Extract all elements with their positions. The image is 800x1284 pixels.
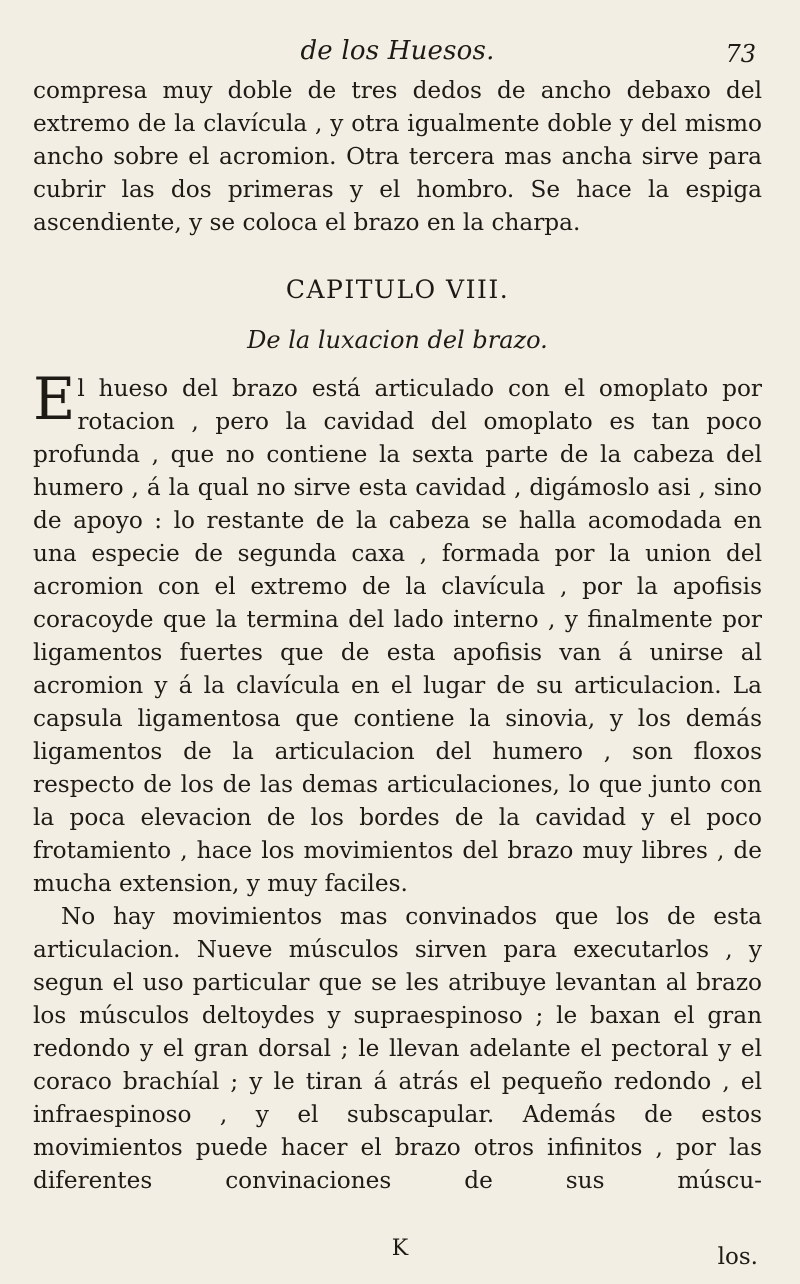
running-title: de los Huesos. [300, 36, 495, 66]
drop-cap-initial: E [33, 365, 76, 433]
paragraph-2: No hay movimientos mas convinados que los de esta articulacion. Nueve músculos sirven para executarlos , y segun el uso particular que se les atribuye levantan al brazo los músculos deltoydes y supraespinoso ; le baxan el gran redondo y el gran dorsal ; le llevan adelante el pectoral y el coraco brachíal ; y le tiran á atrás el pequeño redondo , el infraespinoso , y el subscapular. Además de estos movimientos puede hacer el brazo otros infinitos , por las diferentes convinaciones de sus múscu- [33, 903, 762, 1194]
page-number: 73 [725, 40, 756, 68]
catchword: los. [717, 1244, 758, 1270]
paragraph-1 [33, 365, 762, 900]
chapter-heading: CAPITULO VIII. [285, 275, 510, 304]
paragraph-1-text: l hueso del brazo está articulado con el omoplato por rotacion , pero la cavidad del omoplato es tan poco profunda , que no contiene la sexta parte de la cabeza del humero , á la qual no sirve esta cavidad , digámoslo asi , sino de apoyo : lo restante de la cabeza se halla acomodada en una especie de segunda caxa , formada por la union del acromion con el extremo de la clavícula , por la apofisis coracoyde que la termina del lado interno , y finalmente por ligamentos fuertes que de esta apofisis van á unirse al acromion y á la clavícula en el lugar de su articulacion. La capsula ligamentosa que contiene la sinovia, y los demás ligamentos de la articulacion del humero , son floxos respecto de los de las demas articulaciones, lo que junto con la poca elevacion de los bordes de la cavidad y el poco frotamiento , hace los movimientos del brazo muy libres , de mucha extension, y muy faciles. [33, 375, 762, 897]
intro-paragraph: compresa muy doble de tres dedos de ancho debaxo del extremo de la clavícula , y otra igualmente doble y del mismo ancho sobre el acromion. Otra tercera mas ancha sirve para cubrir las dos primeras y el hombro. Se hace la espiga ascendiente, y se coloca el brazo en la charpa. [33, 77, 762, 236]
signature-mark: K [391, 1236, 409, 1261]
chapter-subtitle: De la luxacion del brazo. [247, 326, 548, 354]
running-head [33, 30, 762, 74]
